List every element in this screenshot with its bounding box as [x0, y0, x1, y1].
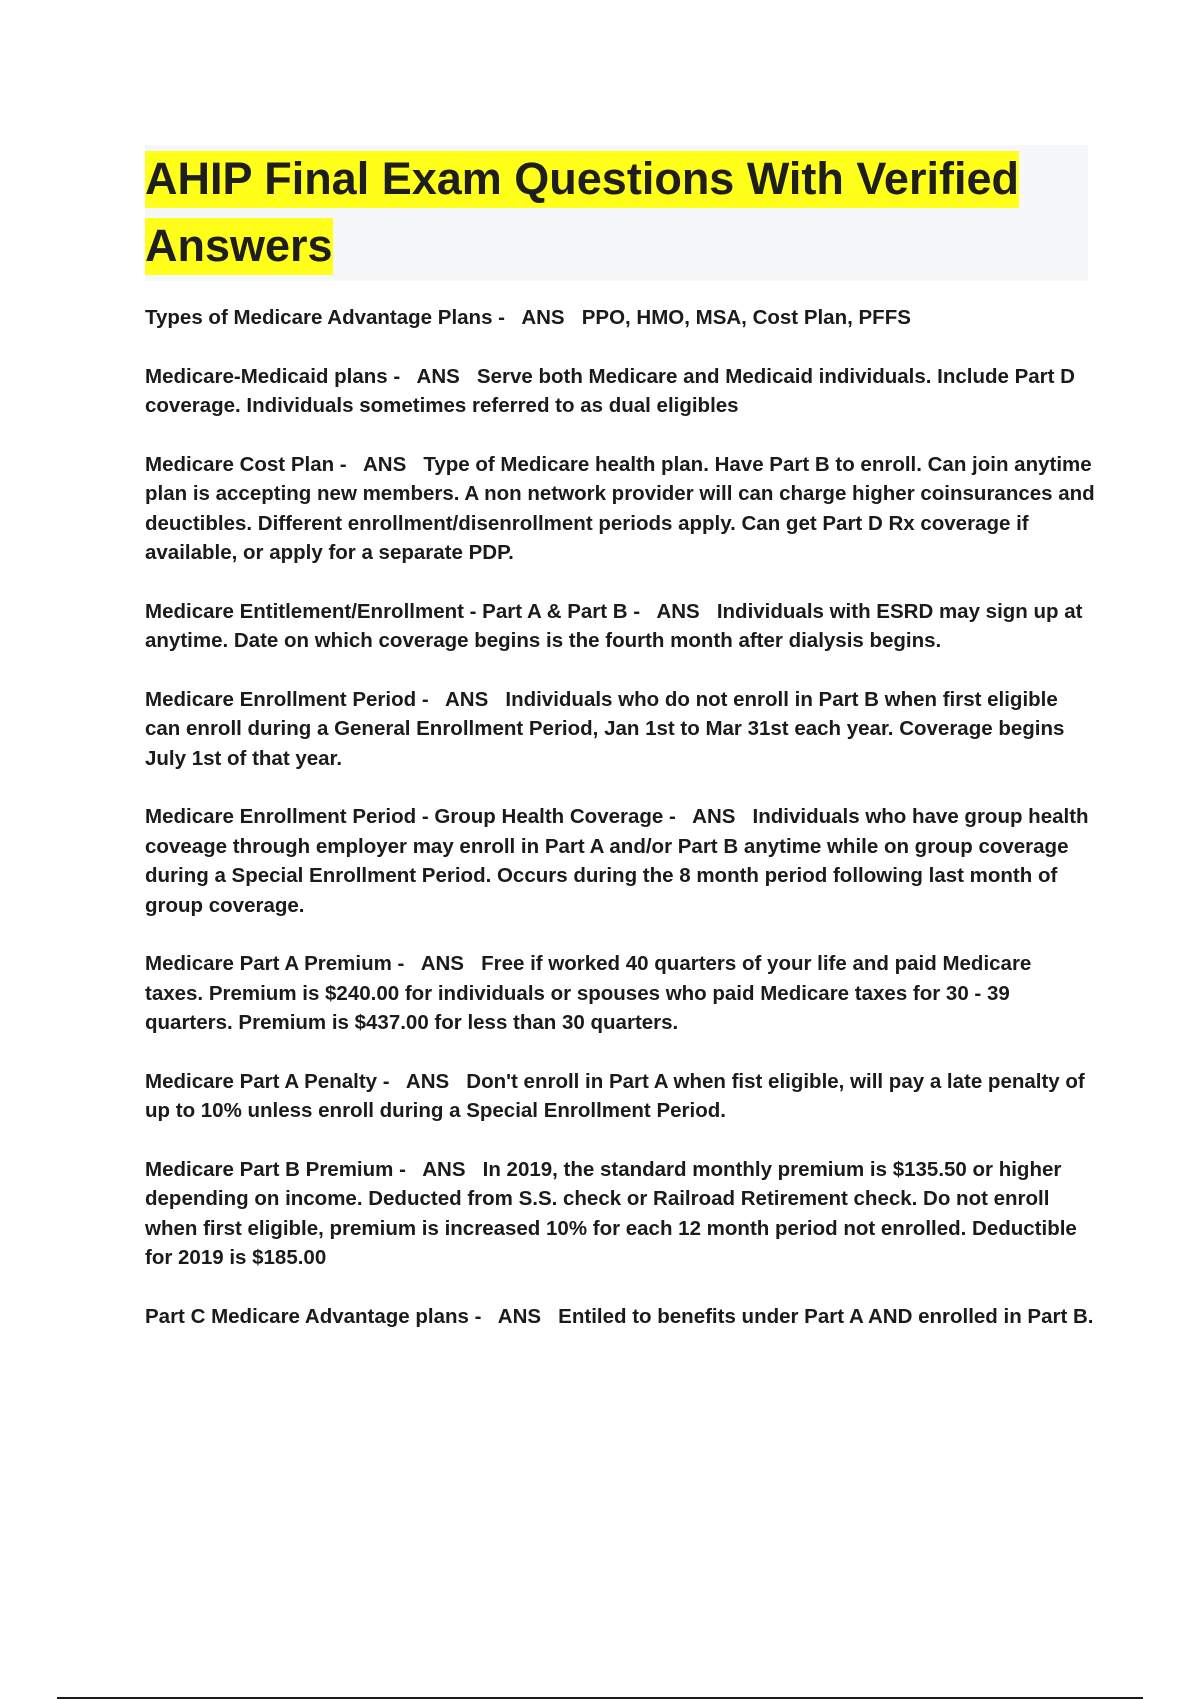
answer-marker: ANS [497, 1304, 542, 1328]
qa-answer: PPO, HMO, MSA, Cost Plan, PFFS [581, 306, 911, 329]
qa-answer: In 2019, the standard monthly premium is $135.50 or higher depending on income. Deducted from S.S. check or Railroad Retirement check. Do not enroll when first eligible, premium is increased 10% for each 12 month period not enrolled. Deductible for 2019 is $185.00 [145, 1157, 1077, 1269]
qa-answer: Entiled to benefits under Part A AND enrolled in Part B. [558, 1304, 1094, 1328]
qa-term: Medicare Enrollment Period - Group Health Coverage - [145, 805, 676, 828]
qa-term: Part C Medicare Advantage plans - [145, 1304, 482, 1328]
qa-item [145, 1155, 1095, 1273]
qa-term: Medicare Enrollment Period - [145, 687, 429, 711]
qa-item [145, 1302, 1095, 1332]
answer-marker: ANS [422, 1157, 466, 1181]
document-title [145, 145, 1088, 279]
qa-term: Medicare Entitlement/Enrollment - Part A & Part B - [145, 599, 641, 623]
qa-term: Medicare Cost Plan - [145, 452, 347, 476]
qa-item [145, 685, 1095, 774]
title-block [145, 145, 1088, 281]
answer-marker: ANS [420, 952, 464, 975]
page-bottom-rule [57, 1697, 1143, 1699]
qa-term: Medicare-Medicaid plans - [145, 364, 401, 388]
qa-item [145, 303, 1095, 333]
qa-answer: Don't enroll in Part A when fist eligible, will pay a late penalty of up to 10% unless enroll during a Special Enrollment Period. [145, 1069, 1085, 1122]
qa-term: Medicare Part A Penalty - [145, 1069, 390, 1093]
qa-answer: Individuals with ESRD may sign up at anytime. Date on which coverage begins is the fourth month after dialysis begins. [145, 599, 1083, 652]
answer-marker: ANS [444, 687, 489, 711]
qa-item [145, 362, 1095, 421]
qa-answer: Serve both Medicare and Medicaid individuals. Include Part D coverage. Individuals sometimes referred to as dual eligibles [145, 364, 1075, 417]
answer-marker: ANS [521, 306, 565, 329]
qa-list [145, 303, 1095, 1360]
qa-item [145, 450, 1095, 568]
answer-marker: ANS [405, 1069, 450, 1093]
qa-item [145, 949, 1095, 1038]
qa-item [145, 802, 1095, 920]
qa-term: Types of Medicare Advantage Plans - [145, 306, 505, 329]
qa-item [145, 597, 1095, 656]
qa-answer: Type of Medicare health plan. Have Part B to enroll. Can join anytime plan is accepting new members. A non network provider will can charge higher coinsurances and deuctibles. Different enrollment/disenrollment periods apply. Can get Part D Rx coverage if available, or apply for a separate PDP. [145, 452, 1095, 564]
qa-answer: Individuals who have group health coveage through employer may enroll in Part A and/or Part B anytime while on group coverage during a Special Enrollment Period. Occurs during the 8 month period following last month of group coverage. [145, 805, 1089, 917]
answer-marker: ANS [656, 599, 700, 623]
title-highlight: AHIP Final Exam Questions With Verified Answers [145, 151, 1019, 275]
qa-term: Medicare Part A Premium - [145, 952, 405, 975]
answer-marker: ANS [692, 805, 736, 828]
qa-answer: Individuals who do not enroll in Part B when first eligible can enroll during a General Enrollment Period, Jan 1st to Mar 31st each year. Coverage begins July 1st of that year. [145, 687, 1065, 770]
qa-item [145, 1067, 1095, 1126]
qa-answer: Free if worked 40 quarters of your life and paid Medicare taxes. Premium is $240.00 for individuals or spouses who paid Medicare taxes for 30 - 39 quarters. Premium is $437.00 for less than 30 quarters. [145, 952, 1032, 1034]
qa-term: Medicare Part B Premium - [145, 1157, 406, 1181]
answer-marker: ANS [416, 364, 460, 388]
answer-marker: ANS [362, 452, 407, 476]
